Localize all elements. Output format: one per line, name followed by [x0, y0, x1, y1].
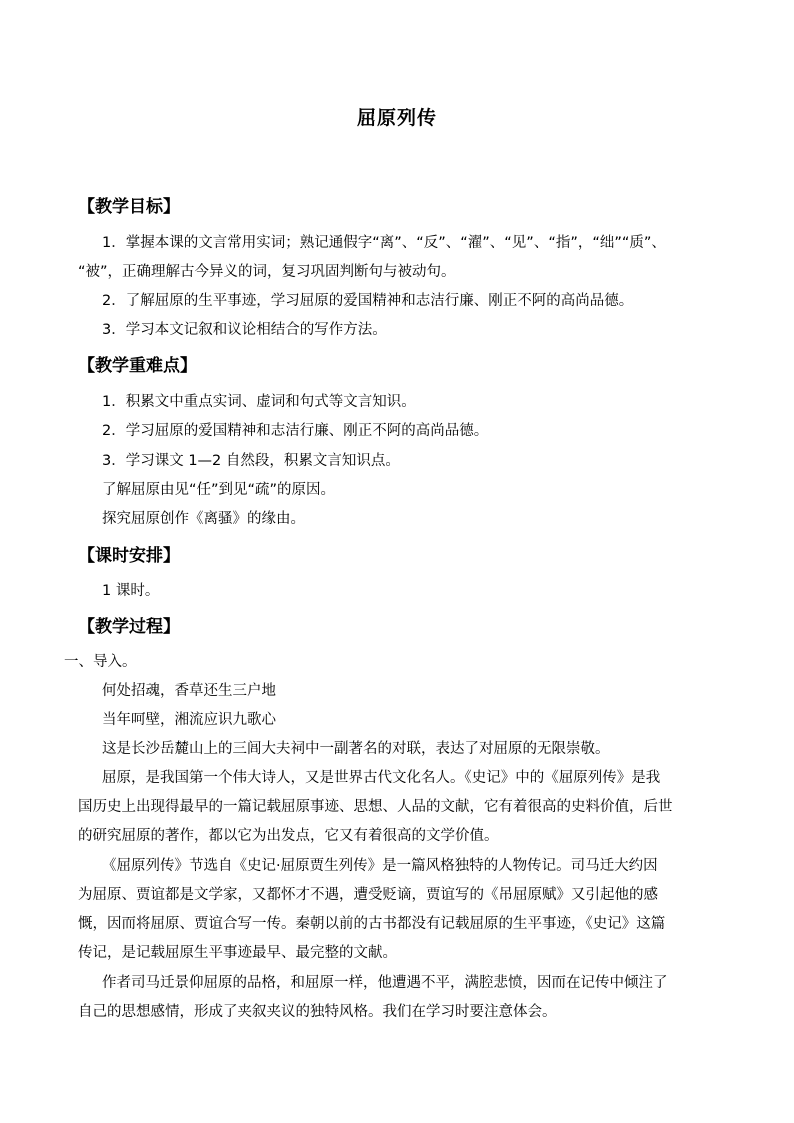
couplet-line-1: 何处招魂，香草还生三户地	[102, 683, 276, 699]
paragraph-2-line-2: 国历史上出现得最早的一篇记载屈原事迹、思想、人品的文献，它有着很高的史料价值，后世	[78, 799, 673, 815]
paragraph-3-line-3: 慨，因而将屈原、贾谊合写一传。秦朝以前的古书都没有记载屈原的生平事迹，《史记》这篇	[78, 916, 666, 932]
key-point-2: 2．学习屈原的爱国精神和志洁行廉、刚正不阿的高尚品德。	[102, 423, 489, 439]
objective-3: 3．学习本文记叙和议论相结合的写作方法。	[102, 322, 387, 338]
paragraph-4-line-1: 作者司马迁景仰屈原的品格，和屈原一样，他遭遇不平，满腔悲愤，因而在记传中倾注了	[102, 975, 668, 991]
schedule-item: 1 课时。	[102, 583, 160, 599]
key-point-1: 1．积累文中重点实词、虚词和句式等文言知识。	[102, 394, 416, 410]
objective-1-line-2: “被”，正确理解古今异义的词，复习巩固判断句与被动句。	[78, 264, 456, 280]
intro-label: 一、导入。	[64, 654, 137, 670]
paragraph-3-line-2: 为屈原、贾谊都是文学家，又都怀才不遇，遭受贬谪，贾谊写的《吊屈原赋》又引起他的感	[78, 887, 658, 903]
paragraph-3-line-1: 《屈原列传》节选自《史记·屈原贾生列传》是一篇风格独特的人物传记。司马迁大约因	[102, 858, 658, 874]
objective-1-line-1: 1．掌握本课的文言常用实词；熟记通假字“离”、“反”、“濯”、“见”、“指”，“绌”“质”、	[102, 235, 666, 251]
heading-objectives: 【教学目标】	[78, 197, 180, 217]
document-title: 屈原列传	[356, 107, 437, 129]
paragraph-1: 这是长沙岳麓山上的三闾大夫祠中一副著名的对联，表达了对屈原的无限崇敬。	[102, 741, 610, 757]
paragraph-3-line-4: 传记，是记载屈原生平事迹最早、最完整的文献。	[78, 945, 397, 961]
heading-key-points: 【教学重难点】	[78, 356, 197, 376]
paragraph-2-line-1: 屈原，是我国第一个伟大诗人，又是世界古代文化名人。《史记》中的《屈原列传》是我	[102, 770, 661, 786]
key-point-4: 了解屈原由见“任”到见“疏”的原因。	[102, 482, 336, 498]
couplet-line-2: 当年呵壁，湘流应识九歌心	[102, 712, 276, 728]
key-point-3: 3．学习课文 1—2 自然段，积累文言知识点。	[102, 453, 400, 469]
paragraph-2-line-3: 的研究屈原的著作，都以它为出发点，它又有着很高的文学价值。	[78, 828, 499, 844]
heading-process: 【教学过程】	[78, 617, 180, 637]
objective-2: 2．了解屈原的生平事迹，学习屈原的爱国精神和志洁行廉、刚正不阿的高尚品德。	[102, 293, 634, 309]
heading-schedule: 【课时安排】	[78, 546, 180, 566]
paragraph-4-line-2: 自己的思想感情，形成了夹叙夹议的独特风格。我们在学习时要注意体会。	[78, 1004, 557, 1020]
key-point-5: 探究屈原创作《离骚》的缘由。	[102, 511, 305, 527]
